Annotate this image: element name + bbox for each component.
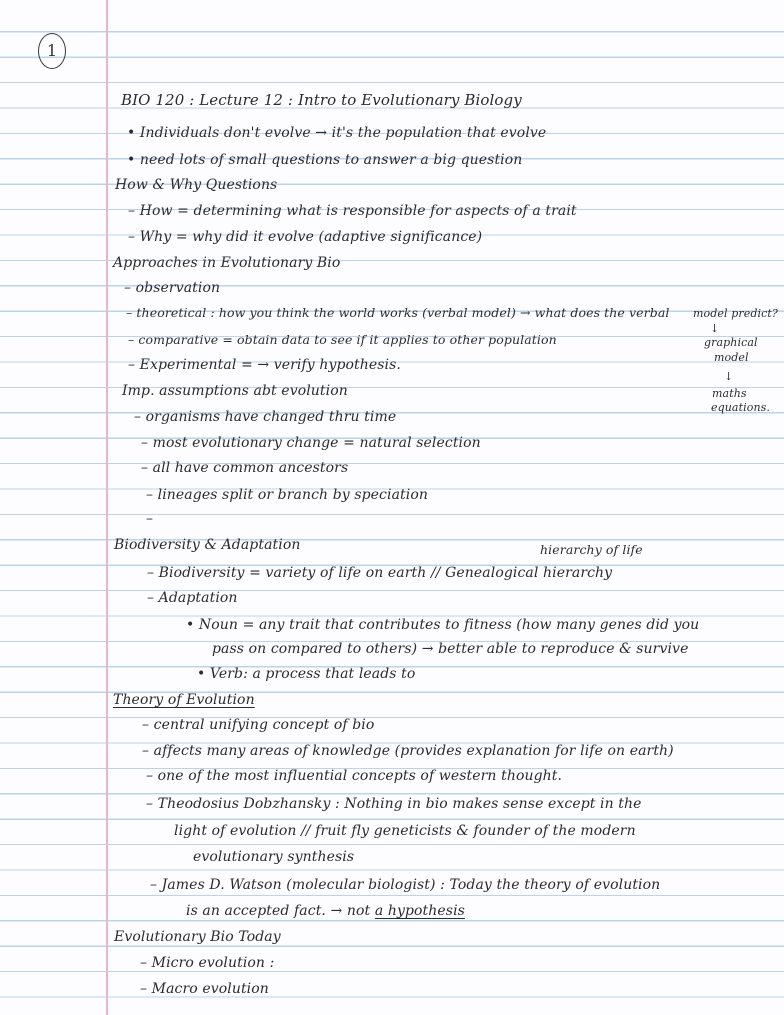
biodiversity-item: – Biodiversity = variety of life on earth // Genealogical hierarchy bbox=[147, 565, 613, 581]
theory-item: – affects many areas of knowledge (provides explanation for life on earth) bbox=[142, 743, 674, 759]
side-note-arrow: ↓ bbox=[710, 322, 720, 335]
assumption-item: – all have common ancestors bbox=[141, 460, 349, 476]
how-why-item: – Why = why did it evolve (adaptive significance) bbox=[128, 229, 483, 245]
section-heading-assumptions: Imp. assumptions abt evolution bbox=[122, 383, 348, 399]
dobzhansky-quote-cont: evolutionary synthesis bbox=[193, 849, 355, 865]
section-heading-today: Evolutionary Bio Today bbox=[114, 929, 281, 945]
page-number: 1 bbox=[38, 33, 66, 69]
approach-item: – comparative = obtain data to see if it applies to other population bbox=[128, 332, 557, 347]
side-note: maths bbox=[712, 387, 747, 400]
watson-quote-cont bbox=[186, 902, 465, 920]
side-note-arrow: ↓ bbox=[724, 370, 734, 383]
noun-definition-cont: pass on compared to others) → better able to reproduce & survive bbox=[212, 641, 689, 657]
verb-definition: • Verb: a process that leads to bbox=[197, 666, 416, 682]
assumption-item: – most evolutionary change = natural selection bbox=[141, 435, 481, 451]
dobzhansky-quote-cont: light of evolution // fruit fly geneticists & founder of the modern bbox=[174, 823, 636, 839]
theory-item: – one of the most influential concepts of western thought. bbox=[146, 768, 563, 784]
lecture-title: BIO 120 : Lecture 12 : Intro to Evolutionary Biology bbox=[121, 91, 522, 109]
today-item: – Micro evolution : bbox=[140, 955, 275, 971]
noun-definition: • Noun = any trait that contributes to fitness (how many genes did you bbox=[186, 617, 700, 633]
how-why-item: – How = determining what is responsible for aspects of a trait bbox=[128, 203, 577, 219]
biodiversity-item: – Adaptation bbox=[147, 590, 238, 606]
side-note: model bbox=[714, 351, 749, 364]
intro-bullet: • Individuals don't evolve → it's the population that evolve bbox=[127, 125, 547, 141]
approach-item: – observation bbox=[124, 280, 221, 296]
assumption-item: – bbox=[146, 511, 154, 527]
assumption-item: – organisms have changed thru time bbox=[134, 409, 397, 425]
theory-item: – central unifying concept of bio bbox=[142, 717, 375, 733]
assumption-item: – lineages split or branch by speciation bbox=[146, 487, 428, 503]
section-heading-approaches: Approaches in Evolutionary Bio bbox=[113, 255, 341, 271]
hierarchy-annotation: hierarchy of life bbox=[540, 542, 643, 557]
intro-bullet: • need lots of small questions to answer a big question bbox=[127, 152, 523, 168]
section-heading-theory: Theory of Evolution bbox=[113, 692, 255, 708]
dobzhansky-quote: – Theodosius Dobzhansky : Nothing in bio makes sense except in the bbox=[146, 796, 642, 812]
watson-quote: – James D. Watson (molecular biologist) : Today the theory of evolution bbox=[150, 877, 661, 893]
section-heading-biodiversity: Biodiversity & Adaptation bbox=[114, 537, 301, 553]
section-heading-how-why: How & Why Questions bbox=[115, 177, 278, 193]
watson-underlined-phrase: a hypothesis bbox=[374, 903, 465, 919]
side-note: model predict? bbox=[693, 307, 778, 320]
margin-line bbox=[106, 0, 108, 1015]
watson-quote-text: is an accepted fact. → not bbox=[186, 903, 371, 919]
today-item: – Macro evolution bbox=[140, 981, 269, 997]
approach-item: – theoretical : how you think the world works (verbal model) → what does the verbal bbox=[126, 305, 670, 320]
approach-item: – Experimental = → verify hypothesis. bbox=[128, 357, 401, 373]
side-note: equations. bbox=[711, 401, 770, 414]
side-note: graphical bbox=[704, 336, 758, 349]
